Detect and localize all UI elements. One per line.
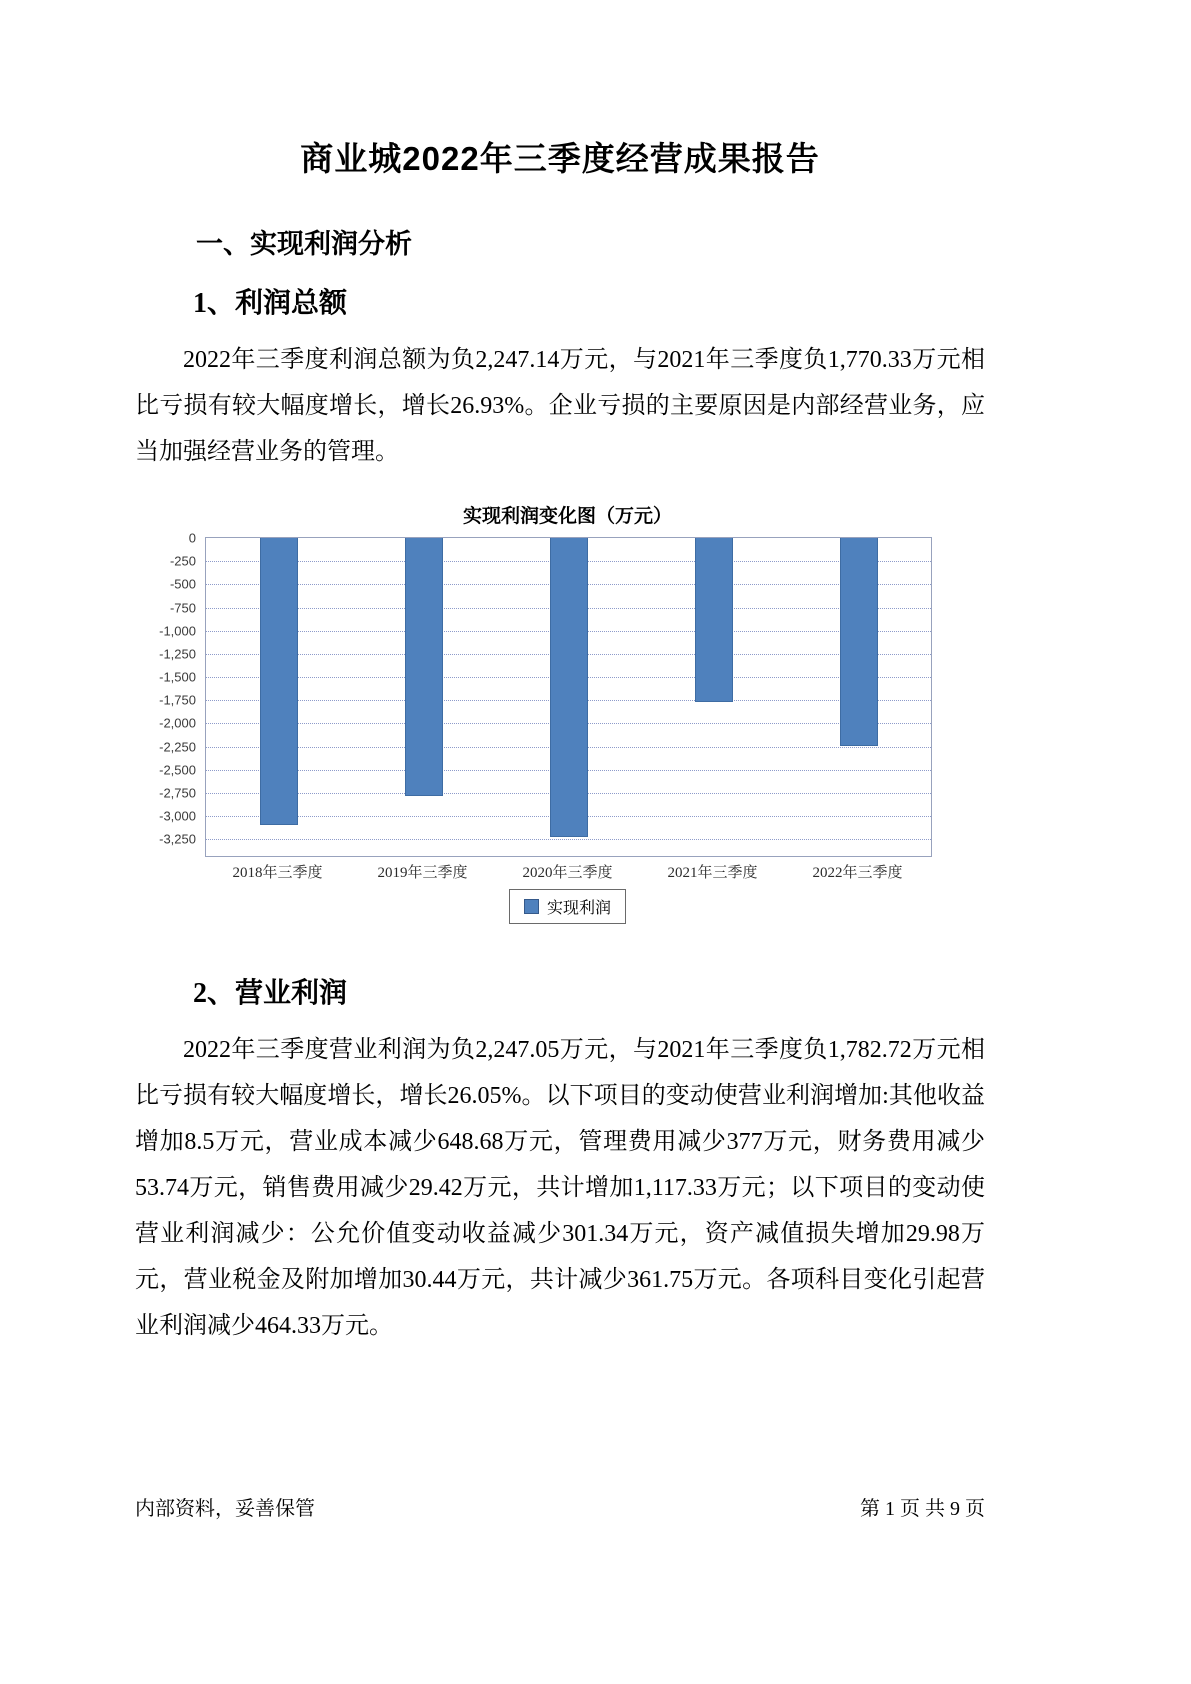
x-tick-label: 2020年三季度	[522, 865, 613, 881]
page-footer	[135, 1492, 985, 1521]
x-tick-label: 2018年三季度	[232, 865, 323, 881]
paragraph-total-profit: 2022年三季度利润总额为负2,247.14万元，与2021年三季度负1,770.33万元相比亏损有较大幅度增长，增长26.93%。企业亏损的主要原因是内部经营业务，应当加强经营业务的管理。	[135, 347, 985, 465]
legend-label: 实现利润	[546, 900, 611, 917]
x-tick-label: 2019年三季度	[377, 865, 468, 881]
page-content	[135, 0, 985, 1349]
legend-swatch-icon	[524, 899, 539, 914]
y-tick-label: -2,750	[159, 785, 196, 801]
section-heading-profit-analysis: 一、实现利润分析	[196, 229, 412, 259]
bar-2021年三季度	[695, 538, 733, 702]
y-tick-label: -250	[169, 553, 196, 569]
footer-page-number: 第 1 页 共 9 页	[860, 1498, 985, 1520]
bar-2020年三季度	[550, 538, 588, 837]
y-tick-label: -2,250	[159, 739, 196, 755]
y-tick-label: -1,750	[159, 692, 196, 708]
y-tick-label: -3,250	[159, 831, 196, 847]
y-tick-label: -2,000	[159, 715, 196, 731]
chart-x-axis	[205, 861, 930, 885]
subsection-heading-total-profit: 1、利润总额	[193, 288, 348, 319]
bar-2019年三季度	[405, 538, 443, 796]
y-tick-label: -1,500	[159, 669, 196, 685]
paragraph-operating-profit: 2022年三季度营业利润为负2,247.05万元，与2021年三季度负1,782.72万元相比亏损有较大幅度增长，增长26.05%。以下项目的变动使营业利润增加:其他收益增加8.5万元，营业成本减少648.68万元，管理费用减少377万元，财务费用减少53.74万元，销售费用减少29.42万元，共计增加1,117.33万元；以下项目的变动使营业利润减少：公允价值变动收益减少301.34万元，资产减值损失增加29.98万元，营业税金及附加增加30.44万元，共计减少361.75万元。各项科目变化引起营业利润减少464.33万元。	[135, 1037, 985, 1339]
y-tick-label: -1,250	[159, 646, 196, 662]
y-tick-label: -1,000	[159, 623, 196, 639]
subsection-heading-operating-profit: 2、营业利润	[193, 978, 348, 1009]
footer-confidential-note: 内部资料，妥善保管	[135, 1498, 315, 1520]
bar-2018年三季度	[260, 538, 298, 825]
bar-2022年三季度	[840, 538, 878, 746]
y-tick-label: 0	[188, 530, 196, 546]
x-tick-label: 2021年三季度	[667, 865, 758, 881]
chart-legend	[205, 889, 930, 924]
y-tick-label: -750	[169, 600, 196, 616]
gridline	[206, 839, 931, 840]
chart-title: 实现利润变化图（万元）	[462, 506, 672, 527]
x-tick-label: 2022年三季度	[812, 865, 903, 881]
y-tick-label: -3,000	[159, 808, 196, 824]
chart-plot-area	[159, 530, 932, 857]
y-tick-label: -2,500	[159, 762, 196, 778]
profit-change-chart	[135, 501, 985, 925]
y-tick-label: -500	[169, 576, 196, 592]
document-title: 商业城2022年三季度经营成果报告	[300, 140, 820, 177]
chart-legend-box	[509, 889, 626, 924]
